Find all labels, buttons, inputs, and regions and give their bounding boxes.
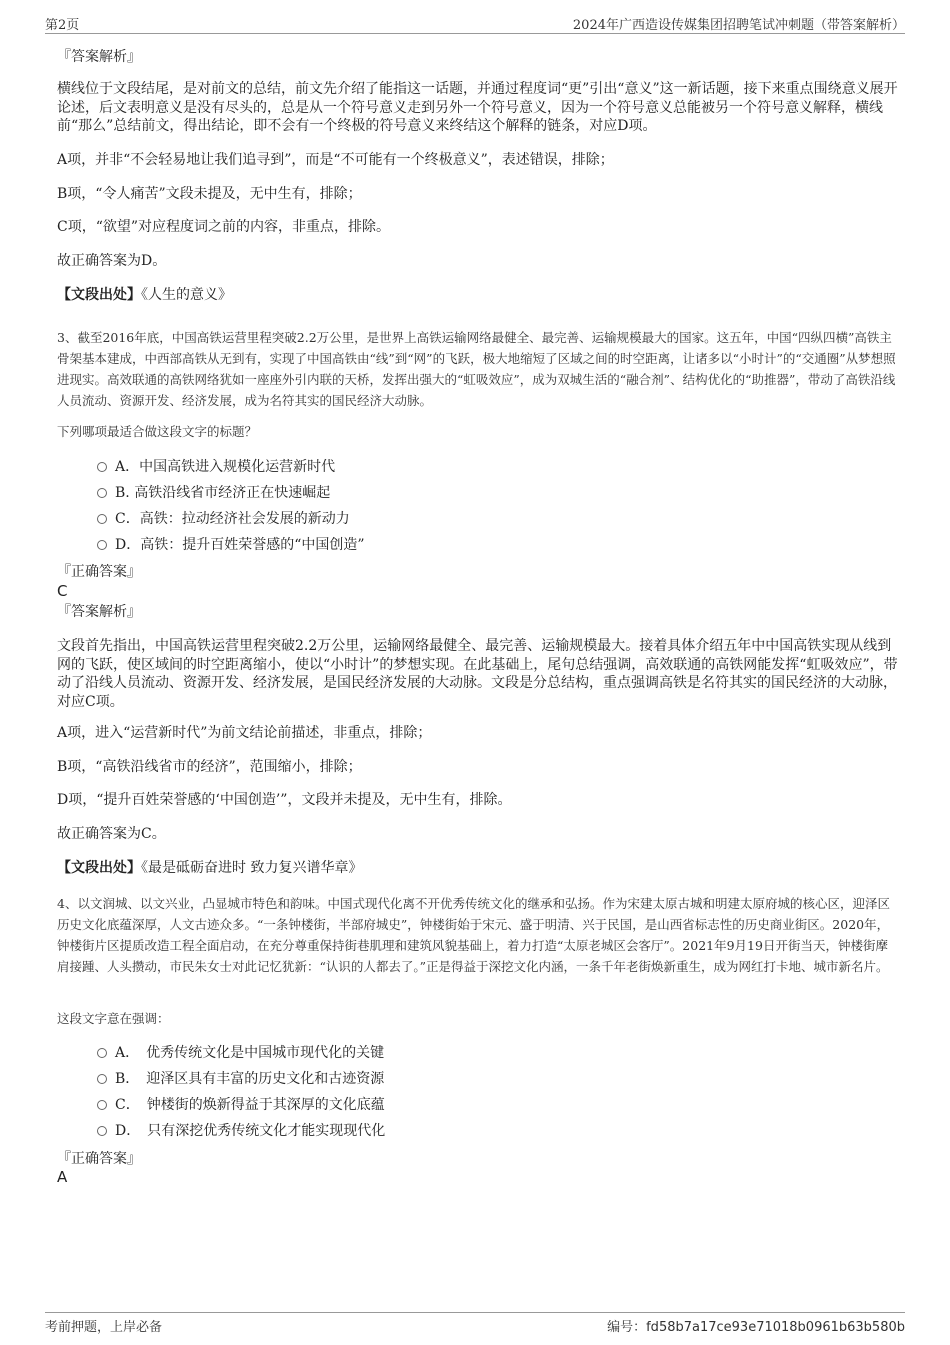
source-title: 《人生的意义》 xyxy=(141,287,232,303)
radio-icon[interactable] xyxy=(97,1100,107,1110)
analysis-tag: 『答案解析』 xyxy=(57,49,141,65)
page-footer xyxy=(45,1312,905,1340)
question-3-option-a[interactable]: A．中国高铁进入规模化运营新时代 xyxy=(97,458,335,476)
question-3-stem: 3、截至2016年底，中国高铁运营里程突破2.2万公里，是世界上高铁运输网络最健全、最完善、运输规模最大的国家。这五年，中国“四纵四横”高铁主骨架基本建成，中西部高铁从无到有，实现了中国高铁由“线”到“网”的飞跃，极大地缩短了区域之间的时空距离，让诸多以“小时计”的“交通圈”从梦想照进现实。高效联通的高铁网络犹如一座座外引内联的天桥，发挥出强大的“虹吸效应”，成为双城生活的“融合剂”、结构优化的“助推器”，带动了高铁沿线人员流动、资源开发、经济发展，成为名符其实的国民经济大动脉。 xyxy=(57,330,896,408)
question-4-option-b[interactable]: B． 迎泽区具有丰富的历史文化和古迹资源 xyxy=(97,1070,384,1088)
question-3-option-c[interactable]: C．高铁：拉动经济社会发展的新动力 xyxy=(97,510,350,528)
radio-icon[interactable] xyxy=(97,1074,107,1084)
footer-code-line xyxy=(607,1316,905,1335)
footer-slogan: 考前押题，上岸必备 xyxy=(45,1320,163,1335)
question-3-answer: C xyxy=(57,582,68,600)
question-4-option-d[interactable]: D． 只有深挖优秀传统文化才能实现现代化 xyxy=(97,1122,385,1140)
document-title: 2024年广西造设传媒集团招聘笔试冲刺题（带答案解析） xyxy=(572,18,905,33)
source-line xyxy=(57,286,899,305)
option-c-analysis: C项，“欲望”对应程度词之前的内容，非重点，排除。 xyxy=(57,219,391,235)
question-3-prompt: 下列哪项最适合做这段文字的标题？ xyxy=(57,424,258,439)
radio-icon[interactable] xyxy=(97,462,107,472)
question-4-answer: A xyxy=(57,1168,68,1186)
radio-icon[interactable] xyxy=(97,1126,107,1136)
radio-icon[interactable] xyxy=(97,1048,107,1058)
footer-code: fd58b7a17ce93e71018b0961b63b580b xyxy=(646,1320,905,1335)
page-number: 第2页 xyxy=(45,18,80,33)
question-4-option-c[interactable]: C． 钟楼街的焕新得益于其深厚的文化底蕴 xyxy=(97,1096,385,1114)
question-3-option-b[interactable]: B. 高铁沿线省市经济正在快速崛起 xyxy=(97,484,330,502)
question-4-option-a[interactable]: A． 优秀传统文化是中国城市现代化的关键 xyxy=(97,1044,384,1062)
radio-icon[interactable] xyxy=(97,488,107,498)
question-3-analysis-tag: 『答案解析』 xyxy=(57,604,141,620)
source-label: 【文段出处】 xyxy=(57,860,141,876)
question-4-stem: 4、以文润城、以文兴业，凸显城市特色和韵味。中国式现代化离不开优秀传统文化的继承和弘扬。作为宋建太原古城和明建太原府城的核心区，迎泽区历史文化底蕴深厚，人文古迹众多。“一条钟楼街，半部府城史”，钟楼街始于宋元、盛于明清、兴于民国，是山西省标志性的历史商业街区。2020年，钟楼街片区提质改造工程全面启动，在充分尊重保持街巷肌理和建筑风貌基础上，着力打造“太原老城区会客厅”。2021年9月19日开街当天，钟楼街摩肩接踵、人头攒动，市民朱女士对此记忆犹新：“认识的人都去了。”正是得益于深挖文化内涵，一条千年老街焕新重生，成为网红打卡地、城市新名片。 xyxy=(57,896,890,974)
page-header xyxy=(45,10,905,34)
option-b-analysis: B项，“令人痛苦”文段未提及，无中生有，排除； xyxy=(57,186,362,202)
option-a-analysis: A项，并非“不会轻易地让我们追寻到”，而是“不可能有一个终极意义”，表述错误，排除； xyxy=(57,152,614,168)
source-label: 【文段出处】 xyxy=(57,287,141,303)
footer-code-label: 编号： xyxy=(607,1320,647,1335)
question-3-option-d-analysis: D项，“提升百姓荣誉感的‘中国创造’”，文段并未提及，无中生有，排除。 xyxy=(57,792,512,808)
question-3-source-line xyxy=(57,859,899,878)
question-3-analysis: 文段首先指出，中国高铁运营里程突破2.2万公里，运输网络最健全、最完善、运输规模最大。接着具体介绍五年中中国高铁实现从线到网的飞跃，使区域间的时空距离缩小，使以“小时计”的梦想实现。在此基础上，尾句总结强调，高效联通的高铁网能发挥“虹吸效应”，带动了沿线人员流动、资源开发、经济发展，是国民经济发展的大动脉。文段是分总结构，重点强调高铁是名符其实的国民经济的大动脉，对应C项。 xyxy=(57,638,898,710)
analysis-text: 横线位于文段结尾，是对前文的总结，前文先介绍了能指这一话题，并通过程度词“更”引出“意义”这一新话题，接下来重点围绕意义展开论述，后文表明意义是没有尽头的，总是从一个符号意义走到另外一个符号意义，因为一个符号意义总能被另一个符号意义解释，横线前“那么”总结前文，得出结论，即不会有一个终极的符号意义来终结这个解释的链条，对应D项。 xyxy=(57,81,898,134)
question-3-conclusion: 故正确答案为C。 xyxy=(57,826,166,842)
radio-icon[interactable] xyxy=(97,540,107,550)
question-3-answer-tag: 『正确答案』 xyxy=(57,564,141,580)
radio-icon[interactable] xyxy=(97,514,107,524)
question-3-option-d[interactable]: D．高铁：提升百姓荣誉感的“中国创造” xyxy=(97,536,365,554)
source-title: 《最是砥砺奋进时 致力复兴谱华章》 xyxy=(141,860,363,876)
conclusion-text: 故正确答案为D。 xyxy=(57,253,167,269)
question-4-prompt: 这段文字意在强调： xyxy=(57,1011,170,1026)
question-3-option-b-analysis: B项，“高铁沿线省市的经济”，范围缩小，排除； xyxy=(57,759,362,775)
question-3-option-a-analysis: A项，进入“运营新时代”为前文结论前描述，非重点，排除； xyxy=(57,725,432,741)
question-4-answer-tag: 『正确答案』 xyxy=(57,1151,141,1167)
